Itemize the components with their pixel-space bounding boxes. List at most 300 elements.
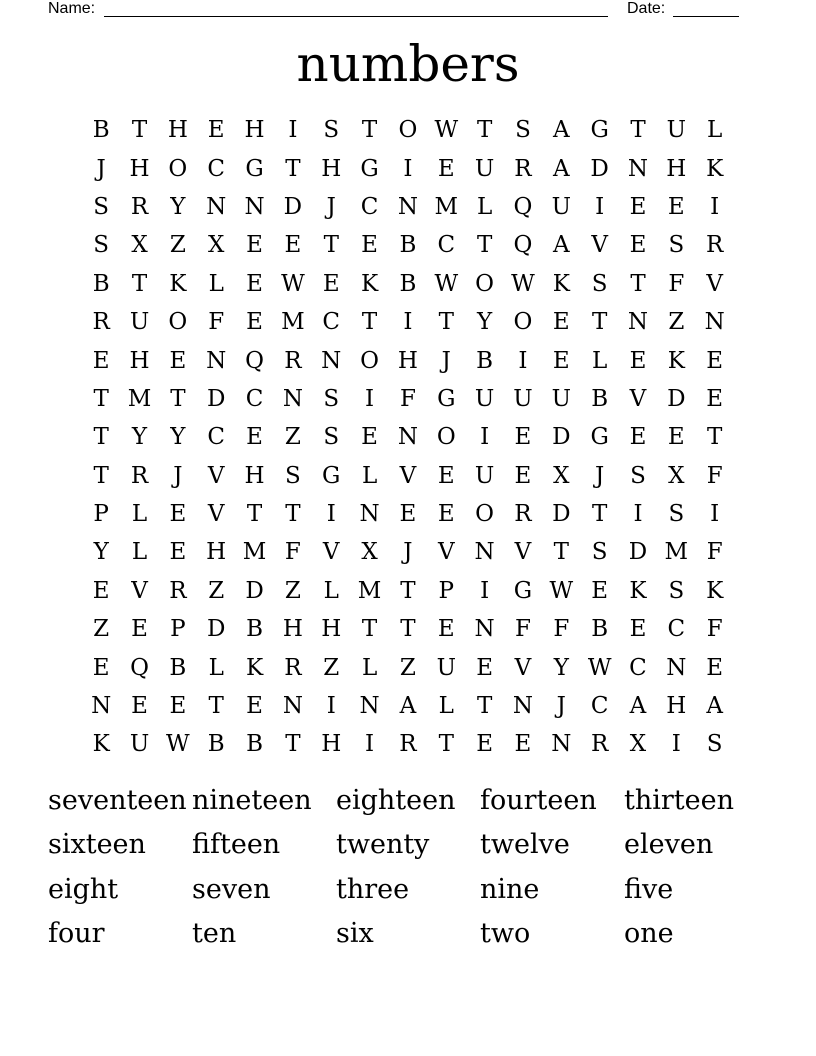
word-list-item: seventeen — [48, 784, 187, 816]
grid-letter: L — [592, 347, 608, 374]
grid-letter: V — [399, 462, 417, 489]
grid-letter: I — [633, 501, 643, 528]
grid-letter: E — [514, 731, 532, 758]
grid-letter: E — [706, 654, 724, 681]
grid-letter: T — [591, 309, 608, 336]
grid-letter: T — [285, 731, 301, 758]
grid-row — [82, 149, 734, 187]
grid-letter: L — [323, 577, 339, 604]
grid-letter: E — [169, 539, 187, 566]
grid-letter: Q — [245, 347, 264, 374]
grid-letter: S — [668, 232, 685, 259]
grid-letter: E — [437, 616, 455, 643]
grid-letter: L — [707, 117, 723, 144]
letter-grid — [82, 111, 734, 764]
grid-letter: E — [514, 462, 532, 489]
grid-letter: Y — [553, 654, 569, 681]
grid-letter: R — [590, 731, 609, 758]
grid-letter: I — [365, 731, 375, 758]
word-row — [48, 867, 768, 912]
grid-letter: K — [706, 155, 724, 182]
grid-letter: V — [437, 539, 455, 566]
grid-letter: N — [359, 501, 380, 528]
grid-letter: D — [245, 577, 264, 604]
grid-letter: C — [245, 385, 264, 412]
grid-row — [82, 648, 734, 686]
grid-letter: U — [513, 385, 533, 412]
grid-letter: K — [92, 731, 110, 758]
grid-letter: T — [553, 539, 569, 566]
grid-letter: T — [707, 424, 723, 451]
grid-letter: F — [208, 309, 225, 336]
grid-letter: T — [131, 117, 148, 144]
grid-letter: L — [438, 693, 454, 720]
grid-row — [82, 111, 734, 149]
page-title: numbers — [296, 35, 520, 93]
grid-letter: T — [630, 270, 646, 297]
grid-letter: R — [130, 193, 149, 220]
grid-letter: E — [284, 232, 302, 259]
grid-letter: Q — [130, 654, 149, 681]
grid-letter: S — [93, 193, 110, 220]
grid-letter: D — [628, 539, 648, 566]
grid-letter: D — [206, 616, 226, 643]
grid-letter: F — [706, 462, 723, 489]
grid-letter: L — [361, 462, 378, 489]
grid-letter: W — [166, 731, 190, 758]
word-list-item: thirteen — [624, 784, 734, 816]
grid-letter: O — [360, 347, 379, 374]
grid-row — [82, 226, 734, 264]
grid-letter: E — [437, 462, 455, 489]
word-list-item: eighteen — [336, 784, 456, 816]
grid-letter: V — [706, 270, 723, 297]
grid-letter: H — [129, 347, 150, 374]
grid-letter: H — [244, 117, 265, 144]
grid-letter: E — [476, 654, 493, 681]
grid-letter: V — [322, 539, 340, 566]
grid-row — [82, 341, 734, 379]
grid-letter: E — [207, 117, 225, 144]
grid-letter: I — [671, 731, 681, 758]
grid-letter: Z — [284, 577, 301, 604]
grid-letter: E — [169, 693, 187, 720]
grid-letter: E — [322, 270, 340, 297]
grid-letter: H — [666, 693, 687, 720]
grid-letter: V — [131, 577, 148, 604]
grid-letter: C — [629, 654, 647, 681]
grid-letter: N — [397, 193, 418, 220]
grid-letter: O — [436, 424, 456, 451]
word-list-item: eleven — [624, 829, 714, 861]
grid-letter: Z — [399, 654, 416, 681]
grid-letter: T — [400, 577, 416, 604]
grid-letter: Q — [513, 193, 533, 220]
date-label: Date: — [627, 0, 666, 17]
grid-letter: I — [518, 347, 528, 374]
grid-letter: J — [556, 693, 566, 720]
grid-letter: H — [282, 616, 303, 643]
grid-letter: Z — [208, 577, 225, 604]
grid-letter: U — [551, 385, 571, 412]
grid-letter: N — [704, 309, 725, 336]
word-list-item: seven — [192, 873, 271, 905]
word-list-item: fourteen — [480, 784, 597, 816]
worksheet-header — [48, 0, 740, 20]
grid-letter: N — [512, 693, 534, 720]
grid-letter: S — [630, 462, 646, 489]
grid-letter: O — [398, 117, 418, 144]
grid-letter: Y — [93, 539, 109, 566]
grid-letter: E — [667, 424, 685, 451]
grid-letter: S — [668, 501, 685, 528]
grid-letter: L — [476, 193, 493, 220]
grid-letter: U — [474, 462, 495, 489]
grid-letter: E — [552, 347, 570, 374]
word-list-item: two — [480, 918, 531, 950]
grid-letter: B — [207, 731, 225, 758]
grid-letter: D — [552, 501, 571, 528]
grid-letter: K — [667, 347, 685, 374]
grid-letter: E — [92, 577, 110, 604]
grid-letter: E — [246, 693, 263, 720]
grid-letter: T — [361, 309, 378, 336]
word-row — [48, 778, 768, 823]
grid-letter: E — [514, 424, 532, 451]
grid-letter: G — [360, 155, 379, 182]
grid-letter: Q — [513, 232, 533, 259]
grid-letter: T — [361, 616, 378, 643]
word-list-item: four — [48, 918, 105, 950]
grid-letter: U — [474, 385, 495, 412]
grid-letter: C — [437, 232, 456, 259]
grid-letter: O — [513, 309, 533, 336]
word-list-item: five — [624, 873, 674, 905]
grid-letter: H — [206, 539, 227, 566]
grid-letter: E — [92, 654, 110, 681]
grid-letter: B — [246, 731, 263, 758]
grid-letter: X — [208, 232, 225, 259]
grid-letter: I — [710, 193, 720, 220]
grid-letter: I — [710, 501, 720, 528]
grid-letter: P — [93, 501, 109, 528]
grid-letter: D — [283, 193, 303, 220]
grid-letter: F — [668, 270, 685, 297]
grid-letter: Z — [93, 616, 110, 643]
grid-letter: E — [246, 270, 263, 297]
grid-letter: Y — [131, 424, 148, 451]
grid-row — [82, 687, 734, 725]
grid-letter: N — [282, 385, 303, 412]
grid-letter: U — [474, 155, 495, 182]
grid-letter: C — [322, 309, 341, 336]
grid-letter: N — [206, 193, 227, 220]
grid-row — [82, 572, 734, 610]
grid-letter: E — [629, 424, 647, 451]
grid-letter: T — [93, 462, 109, 489]
grid-letter: N — [474, 616, 495, 643]
grid-letter: G — [437, 385, 456, 412]
grid-row — [82, 725, 734, 763]
grid-letter: K — [169, 270, 187, 297]
grid-letter: A — [552, 117, 570, 144]
grid-letter: U — [551, 193, 571, 220]
grid-letter: N — [282, 693, 303, 720]
grid-letter: T — [285, 155, 301, 182]
grid-letter: B — [169, 654, 187, 681]
grid-letter: X — [629, 731, 647, 758]
grid-letter: S — [323, 424, 340, 451]
word-list-item: eight — [48, 873, 119, 905]
grid-letter: M — [434, 193, 459, 220]
grid-letter: F — [284, 539, 301, 566]
grid-letter: O — [475, 270, 495, 297]
grid-letter: R — [92, 309, 110, 336]
word-list-item: ten — [192, 918, 237, 950]
grid-letter: M — [664, 539, 689, 566]
grid-letter: D — [667, 385, 686, 412]
word-list-item: twelve — [480, 829, 570, 861]
grid-letter: N — [666, 654, 687, 681]
grid-letter: I — [595, 193, 605, 220]
grid-letter: E — [437, 501, 455, 528]
grid-row — [82, 188, 734, 226]
grid-letter: H — [244, 462, 265, 489]
grid-letter: V — [629, 385, 647, 412]
grid-letter: W — [434, 270, 459, 297]
grid-letter: E — [131, 616, 148, 643]
word-list-item: twenty — [336, 829, 430, 861]
date-field-line — [673, 0, 739, 17]
grid-letter: V — [514, 654, 532, 681]
grid-letter: T — [323, 232, 339, 259]
grid-letter: U — [666, 117, 687, 144]
grid-letter: R — [169, 577, 187, 604]
grid-letter: I — [480, 577, 490, 604]
grid-letter: E — [131, 693, 148, 720]
word-list-item: one — [624, 918, 674, 950]
grid-letter: I — [480, 424, 490, 451]
grid-letter: E — [629, 193, 647, 220]
grid-letter: R — [399, 731, 417, 758]
grid-letter: R — [706, 232, 724, 259]
grid-letter: F — [706, 616, 723, 643]
grid-letter: T — [438, 309, 454, 336]
grid-letter: A — [552, 232, 570, 259]
grid-letter: K — [360, 270, 379, 297]
grid-letter: L — [131, 539, 148, 566]
grid-letter: A — [629, 693, 647, 720]
grid-letter: G — [590, 117, 609, 144]
grid-letter: R — [514, 155, 532, 182]
grid-letter: J — [326, 193, 336, 220]
grid-letter: B — [246, 616, 263, 643]
grid-letter: R — [130, 462, 149, 489]
grid-letter: V — [207, 462, 225, 489]
word-row — [48, 912, 768, 957]
grid-letter: T — [400, 616, 416, 643]
word-row — [48, 823, 768, 868]
grid-letter: S — [668, 577, 685, 604]
grid-letter: T — [170, 385, 186, 412]
grid-letter: O — [168, 155, 188, 182]
grid-letter: T — [208, 693, 224, 720]
grid-letter: H — [167, 117, 188, 144]
grid-letter: U — [129, 309, 150, 336]
grid-letter: Y — [170, 424, 186, 451]
grid-letter: S — [93, 232, 110, 259]
grid-letter: K — [245, 654, 264, 681]
grid-letter: U — [129, 731, 150, 758]
grid-letter: N — [244, 193, 265, 220]
grid-letter: L — [361, 654, 378, 681]
grid-letter: T — [93, 424, 109, 451]
grid-letter: D — [552, 424, 571, 451]
grid-letter: E — [629, 347, 647, 374]
grid-letter: D — [206, 385, 226, 412]
grid-letter: H — [321, 155, 342, 182]
grid-letter: H — [666, 155, 687, 182]
grid-letter: O — [475, 501, 495, 528]
grid-letter: Z — [668, 309, 685, 336]
grid-letter: M — [281, 309, 305, 336]
grid-letter: W — [281, 270, 305, 297]
grid-letter: S — [323, 385, 340, 412]
grid-letter: L — [131, 501, 148, 528]
grid-letter: B — [476, 347, 494, 374]
grid-letter: V — [207, 501, 225, 528]
grid-row — [82, 418, 734, 456]
grid-letter: R — [284, 347, 302, 374]
grid-letter: I — [288, 117, 298, 144]
grid-letter: T — [438, 731, 454, 758]
grid-letter: N — [397, 424, 418, 451]
name-field-line — [104, 0, 608, 17]
grid-letter: E — [169, 347, 187, 374]
grid-letter: T — [476, 693, 493, 720]
grid-letter: F — [399, 385, 416, 412]
grid-letter: M — [357, 577, 382, 604]
grid-letter: B — [399, 270, 417, 297]
grid-letter: H — [321, 731, 342, 758]
word-list-item: six — [336, 918, 374, 950]
grid-letter: G — [590, 424, 609, 451]
grid-letter: C — [207, 424, 225, 451]
grid-letter: B — [92, 270, 110, 297]
grid-letter: R — [514, 501, 532, 528]
grid-letter: E — [246, 232, 263, 259]
grid-letter: E — [591, 577, 609, 604]
grid-row — [82, 533, 734, 571]
grid-letter: P — [438, 577, 454, 604]
grid-letter: I — [326, 501, 336, 528]
grid-letter: T — [361, 117, 378, 144]
grid-letter: N — [91, 693, 112, 720]
grid-letter: L — [208, 654, 224, 681]
grid-letter: N — [474, 539, 495, 566]
grid-row — [82, 495, 734, 533]
grid-letter: E — [552, 309, 570, 336]
grid-letter: W — [434, 117, 459, 144]
grid-letter: R — [284, 654, 302, 681]
grid-letter: B — [92, 117, 110, 144]
word-list-item: fifteen — [192, 829, 281, 861]
grid-letter: P — [170, 616, 186, 643]
grid-letter: N — [359, 693, 380, 720]
grid-letter: S — [285, 462, 301, 489]
grid-letter: Z — [169, 232, 186, 259]
grid-letter: H — [397, 347, 418, 374]
grid-letter: Y — [170, 193, 186, 220]
word-list-item: nineteen — [192, 784, 312, 816]
grid-letter: Z — [323, 654, 340, 681]
grid-letter: T — [591, 501, 608, 528]
grid-letter: T — [93, 385, 109, 412]
word-list — [48, 778, 768, 956]
grid-letter: D — [590, 155, 609, 182]
grid-letter: I — [365, 385, 375, 412]
grid-letter: U — [436, 654, 456, 681]
grid-row — [82, 303, 734, 341]
grid-letter: M — [242, 539, 267, 566]
grid-letter: G — [322, 462, 341, 489]
grid-letter: Z — [284, 424, 301, 451]
grid-letter: S — [706, 731, 723, 758]
grid-letter: E — [246, 309, 263, 336]
grid-letter: E — [361, 424, 378, 451]
grid-letter: I — [403, 155, 413, 182]
grid-letter: H — [321, 616, 342, 643]
grid-letter: F — [553, 616, 570, 643]
grid-letter: K — [552, 270, 570, 297]
name-label: Name: — [48, 0, 96, 17]
grid-row — [82, 457, 734, 495]
grid-letter: X — [553, 462, 570, 489]
grid-letter: L — [208, 270, 224, 297]
grid-letter: E — [246, 424, 263, 451]
word-list-item: three — [336, 873, 410, 905]
grid-letter: C — [360, 193, 379, 220]
grid-letter: N — [627, 309, 649, 336]
grid-letter: T — [246, 501, 263, 528]
grid-letter: C — [590, 693, 609, 720]
grid-letter: E — [169, 501, 187, 528]
grid-letter: S — [323, 117, 340, 144]
grid-letter: F — [514, 616, 531, 643]
grid-letter: A — [706, 693, 723, 720]
grid-letter: A — [399, 693, 417, 720]
grid-letter: J — [595, 462, 605, 489]
grid-row — [82, 265, 734, 303]
grid-letter: E — [361, 232, 378, 259]
grid-letter: J — [403, 539, 413, 566]
grid-letter: S — [591, 539, 608, 566]
grid-letter: A — [552, 155, 570, 182]
grid-letter: E — [706, 385, 724, 412]
grid-letter: T — [285, 501, 301, 528]
grid-letter: T — [476, 232, 493, 259]
word-list-item: sixteen — [48, 829, 146, 861]
grid-letter: H — [129, 155, 150, 182]
grid-row — [82, 380, 734, 418]
grid-letter: E — [706, 347, 724, 374]
grid-letter: B — [591, 616, 609, 643]
grid-row — [82, 610, 734, 648]
grid-letter: I — [326, 693, 336, 720]
grid-letter: J — [173, 462, 183, 489]
grid-letter: F — [706, 539, 723, 566]
grid-letter: W — [511, 270, 535, 297]
